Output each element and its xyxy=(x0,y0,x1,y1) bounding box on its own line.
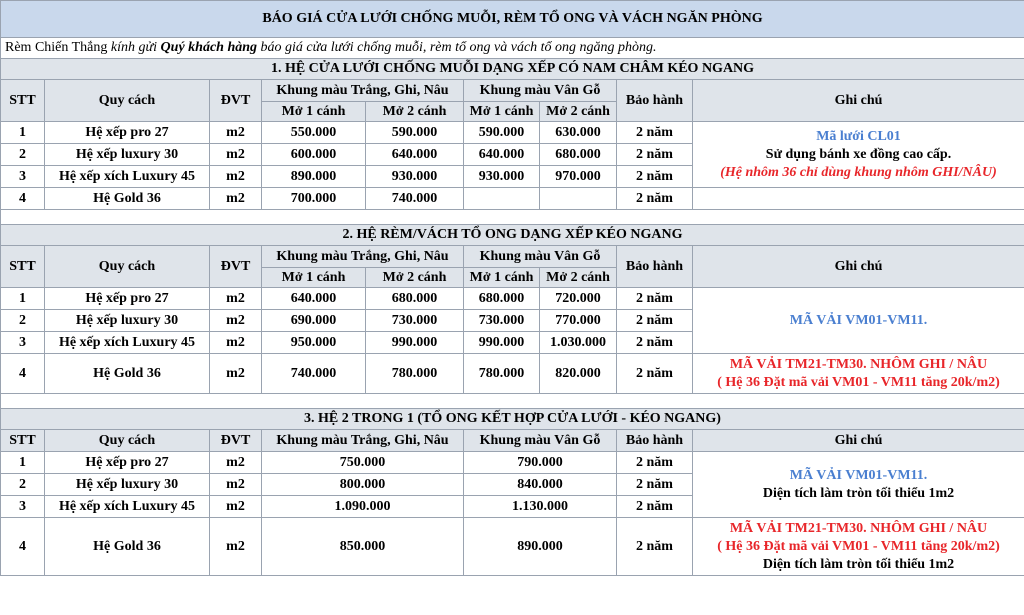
table-cell: 2 năm xyxy=(617,144,693,166)
table-cell: 680.000 xyxy=(540,144,617,166)
table-cell: 1.130.000 xyxy=(464,496,617,518)
table-cell: 2 năm xyxy=(617,166,693,188)
header-stt: STT xyxy=(1,430,45,452)
table-row xyxy=(1,188,1024,210)
header-frame-white: Khung màu Trắng, Ghi, Nâu xyxy=(262,80,464,102)
table-cell: m2 xyxy=(210,474,262,496)
table-cell: 2 năm xyxy=(617,332,693,354)
table-cell: Hệ xếp xích Luxury 45 xyxy=(45,332,210,354)
table-cell: Hệ xếp pro 27 xyxy=(45,122,210,144)
header-spec: Quy cách xyxy=(45,430,210,452)
header-frame-white: Khung màu Trắng, Ghi, Nâu xyxy=(262,430,464,452)
section-2-note: MÃ VẢI VM01-VM11. xyxy=(693,288,1024,354)
page-title: BÁO GIÁ CỬA LƯỚI CHỐNG MUỖI, RÈM TỔ ONG VÀ VÁCH NGĂN PHÒNG xyxy=(1,1,1024,38)
table-cell: 590.000 xyxy=(464,122,540,144)
table-cell: 3 xyxy=(1,496,45,518)
header-frame-wood: Khung màu Vân Gỗ xyxy=(464,430,617,452)
table-cell: m2 xyxy=(210,166,262,188)
table-cell: 930.000 xyxy=(366,166,464,188)
header-open-two: Mở 2 cánh xyxy=(366,268,464,288)
table-cell: 2 năm xyxy=(617,496,693,518)
table-cell: 730.000 xyxy=(464,310,540,332)
table-cell: Sử dụng bánh xe đồng cao cấp. xyxy=(765,146,952,162)
header-frame-wood: Khung màu Vân Gỗ xyxy=(464,80,617,102)
table-cell: Hệ xếp luxury 30 xyxy=(45,144,210,166)
header-note: Ghi chú xyxy=(693,430,1024,452)
table-cell: m2 xyxy=(210,122,262,144)
table-cell: Hệ Gold 36 xyxy=(45,518,210,576)
table-cell: 680.000 xyxy=(366,288,464,310)
table-cell: 4 xyxy=(1,354,45,394)
table-cell: ( Hệ 36 Đặt mã vải VM01 - VM11 tăng 20k/m2) xyxy=(717,538,1000,554)
table-cell: m2 xyxy=(210,144,262,166)
table-cell: MÃ VẢI VM01-VM11. xyxy=(789,467,928,483)
table-cell: 2 năm xyxy=(617,188,693,210)
table-cell: 680.000 xyxy=(464,288,540,310)
table-cell: 2 năm xyxy=(617,354,693,394)
table-cell: m2 xyxy=(210,452,262,474)
table-cell: Hệ xếp xích Luxury 45 xyxy=(45,166,210,188)
table-cell: 990.000 xyxy=(464,332,540,354)
table-cell: MÃ VẢI TM21-TM30. NHÔM GHI / NÂU xyxy=(729,356,988,372)
table-cell: 790.000 xyxy=(464,452,617,474)
header-unit: ĐVT xyxy=(210,246,262,288)
table-cell: 820.000 xyxy=(540,354,617,394)
table-row xyxy=(1,122,1024,144)
table-cell: m2 xyxy=(210,496,262,518)
brand-name: Rèm Chiến Thắng xyxy=(5,40,108,55)
section-2-note-gold xyxy=(693,354,1024,394)
table-cell: Hệ xếp pro 27 xyxy=(45,288,210,310)
header-warranty: Bảo hành xyxy=(617,80,693,122)
section-3-title: 3. HỆ 2 TRONG 1 (TỔ ONG KẾT HỢP CỬA LƯỚI - KÉO NGANG) xyxy=(1,409,1024,430)
header-warranty: Bảo hành xyxy=(617,430,693,452)
header-open-one: Mở 1 cánh xyxy=(464,268,540,288)
table-cell: 800.000 xyxy=(262,474,464,496)
table-row xyxy=(1,518,1024,576)
table-cell: 700.000 xyxy=(262,188,366,210)
table-cell: 780.000 xyxy=(464,354,540,394)
table-cell: 640.000 xyxy=(262,288,366,310)
header-note: Ghi chú xyxy=(693,80,1024,122)
table-cell: Hệ xếp luxury 30 xyxy=(45,310,210,332)
table-cell: 840.000 xyxy=(464,474,617,496)
header-open-one: Mở 1 cánh xyxy=(262,102,366,122)
header-warranty: Bảo hành xyxy=(617,246,693,288)
header-frame-white: Khung màu Trắng, Ghi, Nâu xyxy=(262,246,464,268)
table-cell: ( Hệ 36 Đặt mã vải VM01 - VM11 tăng 20k/m2) xyxy=(717,374,1000,390)
table-cell: m2 xyxy=(210,518,262,576)
table-cell: 640.000 xyxy=(366,144,464,166)
table-cell: m2 xyxy=(210,310,262,332)
table-cell: 4 xyxy=(1,188,45,210)
table-cell: báo giá cửa lưới chống muỗi, rèm tổ ong và vách tổ ong ngăng phòng. xyxy=(257,40,657,55)
table-cell: Diện tích làm tròn tối thiểu 1m2 xyxy=(762,556,955,572)
table-cell: MÃ VẢI TM21-TM30. NHÔM GHI / NÂU xyxy=(729,520,988,536)
table-cell: Hệ xếp xích Luxury 45 xyxy=(45,496,210,518)
section-3-note xyxy=(693,452,1024,518)
table-cell: Hệ xếp luxury 30 xyxy=(45,474,210,496)
header-unit: ĐVT xyxy=(210,80,262,122)
section-3-note-gold xyxy=(693,518,1024,576)
table-cell: 740.000 xyxy=(366,188,464,210)
header-open-two: Mở 2 cánh xyxy=(540,102,617,122)
table-cell: 1 xyxy=(1,288,45,310)
table-cell: Diện tích làm tròn tối thiểu 1m2 xyxy=(762,485,955,501)
table-row xyxy=(1,288,1024,310)
table-cell: 1.090.000 xyxy=(262,496,464,518)
table-cell: 2 năm xyxy=(617,288,693,310)
table-cell: 3 xyxy=(1,166,45,188)
table-cell: 2 năm xyxy=(617,474,693,496)
table-cell: 1.030.000 xyxy=(540,332,617,354)
header-open-two: Mở 2 cánh xyxy=(540,268,617,288)
table-cell: 2 xyxy=(1,474,45,496)
intro-text xyxy=(1,38,1024,59)
table-cell: 720.000 xyxy=(540,288,617,310)
table-cell: 890.000 xyxy=(262,166,366,188)
header-unit: ĐVT xyxy=(210,430,262,452)
table-cell: 950.000 xyxy=(262,332,366,354)
table-cell: 730.000 xyxy=(366,310,464,332)
table-cell: 1 xyxy=(1,452,45,474)
header-open-one: Mở 1 cánh xyxy=(262,268,366,288)
table-cell: 890.000 xyxy=(464,518,617,576)
table-cell: 2 năm xyxy=(617,452,693,474)
table-cell: 930.000 xyxy=(464,166,540,188)
table-cell: 640.000 xyxy=(464,144,540,166)
table-cell: 2 xyxy=(1,144,45,166)
table-cell: 770.000 xyxy=(540,310,617,332)
table-cell xyxy=(540,188,617,210)
table-cell: m2 xyxy=(210,332,262,354)
header-spec: Quy cách xyxy=(45,80,210,122)
table-row xyxy=(1,452,1024,474)
table-cell xyxy=(464,188,540,210)
table-cell: 4 xyxy=(1,518,45,576)
header-note: Ghi chú xyxy=(693,246,1024,288)
table-cell: 690.000 xyxy=(262,310,366,332)
table-cell: m2 xyxy=(210,188,262,210)
table-cell: m2 xyxy=(210,288,262,310)
table-cell: 2 năm xyxy=(617,518,693,576)
header-frame-wood: Khung màu Vân Gỗ xyxy=(464,246,617,268)
table-cell: 2 năm xyxy=(617,122,693,144)
table-cell: 2 năm xyxy=(617,310,693,332)
section-1-title: 1. HỆ CỬA LƯỚI CHỐNG MUỖI DẠNG XẾP CÓ NAM CHÂM KÉO NGANG xyxy=(1,59,1024,80)
table-cell: 990.000 xyxy=(366,332,464,354)
table-row xyxy=(1,354,1024,394)
table-cell: 590.000 xyxy=(366,122,464,144)
table-cell: 2 xyxy=(1,310,45,332)
header-stt: STT xyxy=(1,246,45,288)
header-open-one: Mở 1 cánh xyxy=(464,102,540,122)
header-stt: STT xyxy=(1,80,45,122)
table-cell: Mã lưới CL01 xyxy=(816,128,901,144)
table-cell: 740.000 xyxy=(262,354,366,394)
table-cell: Hệ Gold 36 xyxy=(45,354,210,394)
table-cell: (Hệ nhôm 36 chỉ dùng khung nhôm GHI/NÂU) xyxy=(720,164,997,180)
table-cell: 970.000 xyxy=(540,166,617,188)
table-cell: 3 xyxy=(1,332,45,354)
table-cell: kính gửi xyxy=(107,40,161,55)
table-cell: 550.000 xyxy=(262,122,366,144)
table-cell: 600.000 xyxy=(262,144,366,166)
table-cell: 630.000 xyxy=(540,122,617,144)
table-cell: 850.000 xyxy=(262,518,464,576)
client-name: Quý khách hàng xyxy=(160,40,258,55)
table-cell: 750.000 xyxy=(262,452,464,474)
header-spec: Quy cách xyxy=(45,246,210,288)
table-cell: Hệ Gold 36 xyxy=(45,188,210,210)
section-1-note xyxy=(693,122,1024,188)
header-open-two: Mở 2 cánh xyxy=(366,102,464,122)
table-cell: Hệ xếp pro 27 xyxy=(45,452,210,474)
table-cell: 780.000 xyxy=(366,354,464,394)
table-cell: 1 xyxy=(1,122,45,144)
table-cell: m2 xyxy=(210,354,262,394)
section-2-title: 2. HỆ RÈM/VÁCH TỔ ONG DẠNG XẾP KÉO NGANG xyxy=(1,225,1024,246)
